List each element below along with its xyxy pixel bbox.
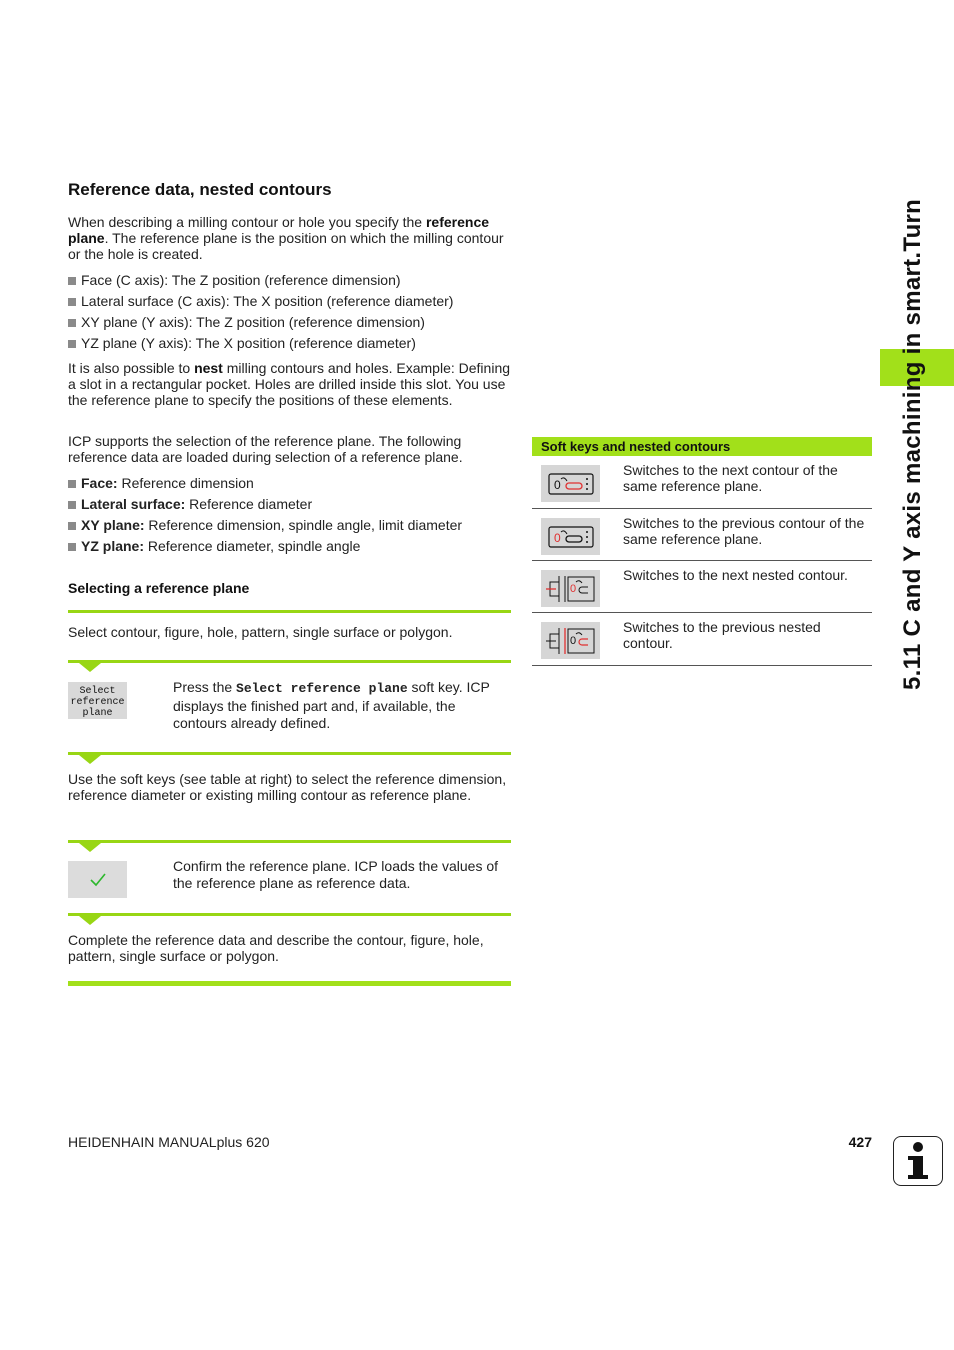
divider (68, 752, 511, 755)
list-item: XY plane (Y axis): The Z position (reference dimension) (68, 314, 513, 335)
divider (68, 840, 511, 843)
step-2: Press the Select reference plane soft key. ICP displays the finished part and, if available, the contours already defined. (173, 679, 490, 731)
select-reference-plane-softkey[interactable]: Select reference plane (68, 682, 127, 719)
table-row (532, 509, 872, 561)
step-arrow-icon (79, 663, 101, 672)
next-nested-softkey[interactable] (541, 570, 600, 607)
list-item: Lateral surface (C axis): The X position (reference diameter) (68, 293, 513, 314)
planes-list (68, 272, 513, 356)
confirm-softkey[interactable] (68, 861, 127, 898)
list-item: Lateral surface: Reference diameter (68, 496, 513, 517)
nest-paragraph: It is also possible to nest milling contours and holes. Example: Defining a slot in a rectangular pocket. Holes are drilled inside this slot. You use the reference plane to specify the positions of these elements. (68, 360, 511, 408)
next-contour-softkey[interactable] (541, 465, 600, 502)
step-arrow-icon (79, 916, 101, 925)
term-reference-plane: reference plane (68, 214, 490, 246)
reference-data-list (68, 475, 513, 559)
checkmark-icon (89, 872, 107, 888)
list-item: XY plane: Reference dimension, spindle angle, limit diameter (68, 517, 513, 538)
list-item: Face (C axis): The Z position (reference dimension) (68, 272, 513, 293)
footer-product: HEIDENHAIN MANUALplus 620 (68, 1134, 270, 1150)
info-glyph (903, 1141, 933, 1181)
svg-text:0: 0 (553, 477, 561, 492)
table-cell: Switches to the next nested contour. (623, 567, 848, 583)
table-row (532, 613, 872, 666)
divider (68, 660, 511, 663)
list-item: Face: Reference dimension (68, 475, 513, 496)
intro-paragraph: When describing a milling contour or hole you specify the reference plane. The reference plane is the position on which the milling contour or the hole is created. (68, 214, 504, 262)
previous-contour-icon (547, 524, 595, 550)
chapter-title: 5.11 C and Y axis machining in smart.Turn (899, 198, 926, 690)
next-contour-icon (547, 471, 595, 497)
table-header: Soft keys and nested contours (532, 437, 872, 456)
svg-text:0: 0 (569, 634, 576, 647)
previous-nested-icon (544, 626, 598, 656)
step-3: Use the soft keys (see table at right) to select the reference dimension, reference diameter or existing milling contour as reference plane. (68, 771, 507, 803)
table-cell: Switches to the previous contour of the same reference plane. (623, 515, 865, 547)
page-number: 427 (848, 1134, 872, 1150)
section-title: Reference data, nested contours (68, 180, 332, 199)
table-cell: Switches to the previous nested contour. (623, 619, 821, 651)
divider (68, 610, 511, 613)
icp-paragraph: ICP supports the selection of the reference plane. The following reference data are loaded during selection of a reference plane. (68, 433, 463, 465)
table-cell: Switches to the next contour of the same reference plane. (623, 462, 838, 494)
step-4: Confirm the reference plane. ICP loads the values of the reference plane as reference data. (173, 858, 499, 891)
previous-nested-softkey[interactable] (541, 622, 600, 659)
svg-text:0: 0 (553, 530, 561, 545)
procedure-title: Selecting a reference plane (68, 580, 250, 596)
info-icon (893, 1136, 943, 1186)
step-arrow-icon (79, 843, 101, 852)
divider (68, 913, 511, 916)
previous-contour-softkey[interactable] (541, 518, 600, 555)
next-nested-icon (544, 574, 598, 604)
term-nest: nest (194, 360, 223, 376)
list-item: YZ plane: Reference diameter, spindle angle (68, 538, 513, 559)
table-row (532, 456, 872, 509)
step-1: Select contour, figure, hole, pattern, single surface or polygon. (68, 624, 453, 640)
list-item: YZ plane (Y axis): The X position (reference diameter) (68, 335, 513, 356)
end-divider (68, 981, 511, 986)
step-5: Complete the reference data and describe the contour, figure, hole, pattern, single surface or polygon. (68, 932, 484, 964)
step-arrow-icon (79, 755, 101, 764)
table-row (532, 561, 872, 613)
svg-text:0: 0 (569, 582, 576, 595)
